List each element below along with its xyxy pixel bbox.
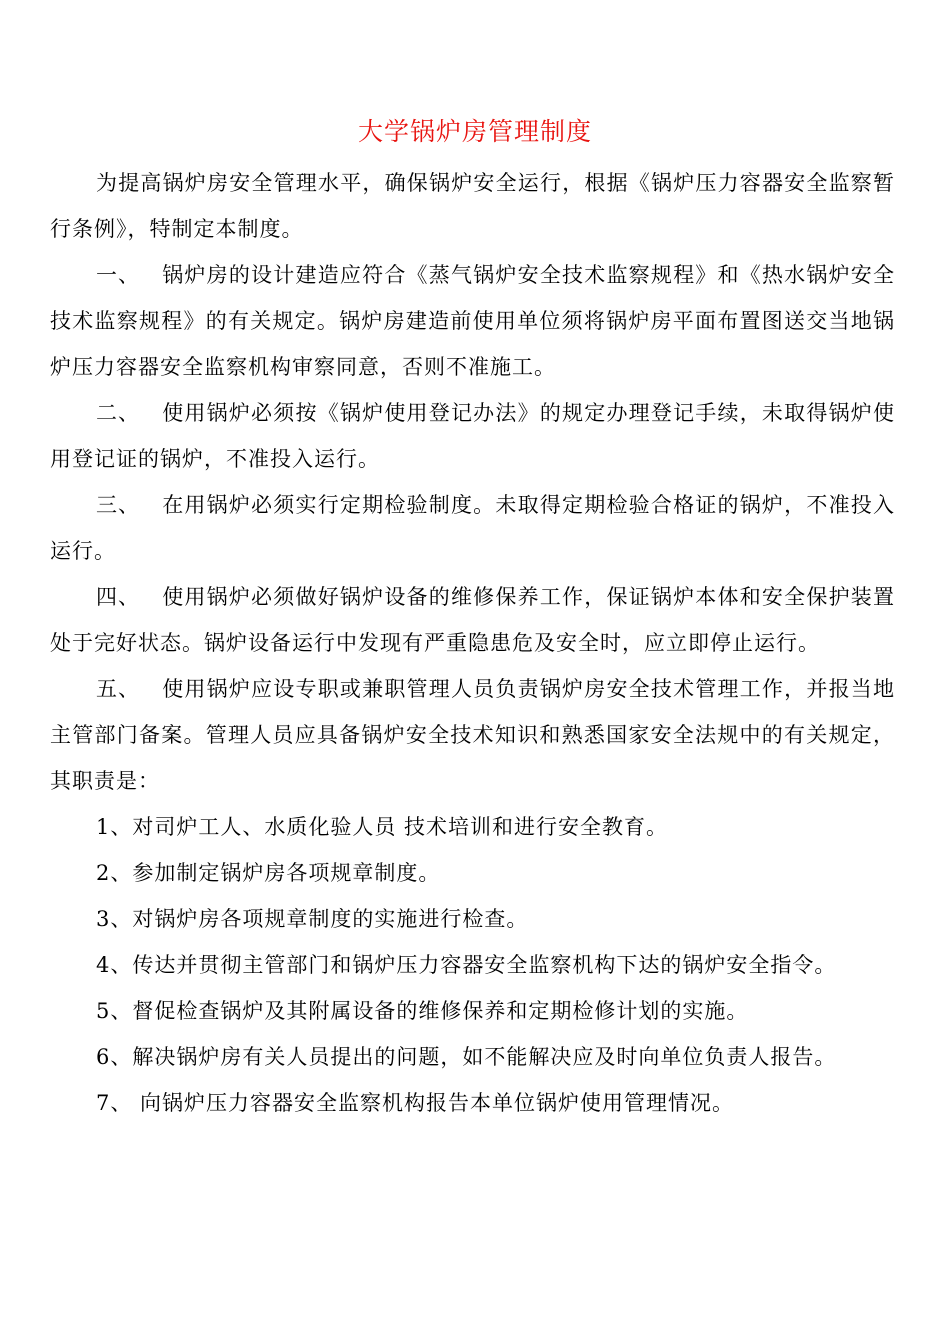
- section-text: 在用锅炉必须实行定期检验制度。未取得定期检验合格证的锅炉，不准投入运行。: [50, 493, 895, 563]
- duty-item-5: 5、督促检查锅炉及其附属设备的维修保养和定期检修计划的实施。: [96, 999, 749, 1023]
- section-number: 四、: [96, 585, 140, 609]
- duty-item-7: 7、 向锅炉压力容器安全监察机构报告本单位锅炉使用管理情况。: [96, 1091, 735, 1115]
- section-text: 使用锅炉必须做好锅炉设备的维修保养工作，保证锅炉本体和安全保护装置处于完好状态。锅炉设备运行中发现有严重隐患危及安全时，应立即停止运行。: [50, 585, 895, 655]
- section-text: 使用锅炉必须按《锅炉使用登记办法》的规定办理登记手续，未取得锅炉使用登记证的锅炉，不准投入运行。: [50, 401, 895, 471]
- section-paragraph-5: [50, 666, 895, 804]
- section-number: 三、: [96, 493, 140, 517]
- section-text: 使用锅炉应设专职或兼职管理人员负责锅炉房安全技术管理工作，并报当地主管部门备案。管理人员应具备锅炉安全技术知识和熟悉国家安全法规中的有关规定，其职责是：: [50, 677, 895, 793]
- duty-item-1: 1、对司炉工人、水质化验人员 技术培训和进行安全教育。: [96, 815, 669, 839]
- duty-item-4: 4、传达并贯彻主管部门和锅炉压力容器安全监察机构下达的锅炉安全指令。: [96, 953, 837, 977]
- intro-paragraph: 为提高锅炉房安全管理水平，确保锅炉安全运行，根据《锅炉压力容器安全监察暂行条例》，特制定本制度。: [50, 171, 895, 241]
- duty-item-6: 6、解决锅炉房有关人员提出的问题，如不能解决应及时向单位负责人报告。: [96, 1045, 837, 1069]
- section-paragraph-4: [50, 574, 895, 666]
- section-text: 锅炉房的设计建造应符合《蒸气锅炉安全技术监察规程》和《热水锅炉安全技术监察规程》的有关规定。锅炉房建造前使用单位须将锅炉房平面布置图送交当地锅炉压力容器安全监察机构审察同意，否则不准施工。: [50, 263, 895, 379]
- duty-item-2: 2、参加制定锅炉房各项规章制度。: [96, 861, 441, 885]
- duty-item-3: 3、对锅炉房各项规章制度的实施进行检查。: [96, 907, 529, 931]
- document-title: 大学锅炉房管理制度: [357, 117, 592, 146]
- section-number: 一、: [96, 263, 140, 287]
- section-paragraph-2: [50, 390, 895, 482]
- section-number: 二、: [96, 401, 140, 425]
- section-paragraph-3: [50, 482, 895, 574]
- section-number: 五、: [96, 677, 140, 701]
- section-paragraph-1: [50, 252, 895, 390]
- document-body: [50, 160, 895, 1126]
